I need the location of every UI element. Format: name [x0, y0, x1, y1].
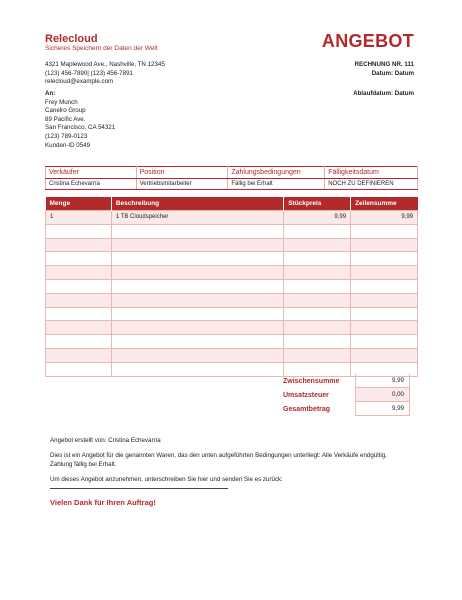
table-row [46, 348, 418, 362]
table-row [46, 321, 418, 335]
description-cell: 1 TB Cloudspeicher [111, 211, 283, 225]
unit-price-cell [284, 335, 351, 349]
line-total-cell: 9,99 [351, 211, 418, 225]
payment-terms-value: Fällig bei Erhalt [228, 179, 325, 190]
line-total-cell [351, 224, 418, 238]
description-cell [111, 348, 283, 362]
document-title: ANGEBOT [321, 31, 414, 51]
recipient-street: 89 Pacific Ave. [45, 115, 86, 123]
unit-price-cell [284, 266, 351, 280]
company-name: Relecloud [45, 33, 98, 45]
line-total-cell [351, 307, 418, 321]
unit-price-cell [284, 238, 351, 252]
terms-text: Dies ist ein Angebot für die genannten Waren, das den unten aufgeführten Bedingungen unterliegt: Alle Verkäufe endgültig, Zahlung fällig bei Erhalt. [50, 452, 387, 468]
thank-you-text: Vielen Dank für Ihren Auftrag! [50, 498, 156, 507]
description-cell [111, 321, 283, 335]
subtotal-label: Zwischensumme [283, 377, 340, 385]
email-line: relecloud@example.com [45, 78, 114, 86]
table-row [46, 224, 418, 238]
table-row [46, 279, 418, 293]
subtotal-row [283, 374, 410, 388]
line-total-cell [351, 252, 418, 266]
line-total-cell [351, 293, 418, 307]
total-row [283, 402, 410, 416]
description-cell [111, 307, 283, 321]
accept-text: Um dieses Angebot anzunehmen, unterschreiben Sie hier und senden Sie es zurück: [50, 475, 283, 483]
description-cell [111, 224, 283, 238]
invoice-number: RECHNUNG NR. 111 [354, 61, 414, 68]
table-row [46, 211, 418, 225]
quantity-cell [46, 293, 112, 307]
quantity-cell [46, 238, 112, 252]
table-row [46, 252, 418, 266]
company-tagline: Sicheres Speichern der Daten der Welt [45, 45, 158, 52]
quantity-cell [46, 348, 112, 362]
unit-price-cell [284, 252, 351, 266]
table-row [46, 335, 418, 349]
unit-price-header: Stückpreis [284, 197, 351, 211]
line-items-table [45, 197, 418, 377]
unit-price-cell [284, 348, 351, 362]
quantity-cell [46, 279, 112, 293]
quantity-cell [46, 266, 112, 280]
unit-price-cell: 9,99 [284, 211, 351, 225]
line-total-cell [351, 335, 418, 349]
unit-price-cell [284, 224, 351, 238]
quantity-cell [46, 307, 112, 321]
recipient-block [45, 90, 115, 150]
recipient-label: An: [45, 90, 56, 97]
prepared-by-text: Angebot erstellt von: Cristina Echevarría [50, 437, 161, 444]
position-header: Position [136, 167, 228, 179]
quantity-cell [46, 321, 112, 335]
quantity-cell [46, 362, 112, 376]
table-row [46, 266, 418, 280]
table-row [46, 293, 418, 307]
recipient-phone: (123) 789-0123 [45, 132, 88, 140]
description-cell [111, 335, 283, 349]
quantity-cell: 1 [46, 211, 112, 225]
invoice-info [355, 61, 414, 78]
description-cell [111, 266, 283, 280]
total-label: Gesamtbetrag [283, 405, 331, 413]
company-address [45, 61, 165, 87]
quantity-cell [46, 252, 112, 266]
table-row [46, 307, 418, 321]
notes-block [50, 437, 410, 491]
subtotal-value: 9,99 [355, 374, 410, 388]
recipient-company: Canelro Group [45, 107, 86, 115]
quantity-header: Menge [46, 197, 112, 211]
tax-row [283, 388, 410, 402]
phone-line: (123) 456-7890| (123) 456-7891 [45, 69, 133, 77]
line-total-cell [351, 348, 418, 362]
position-value: Vertriebsmitarbeiter [136, 179, 228, 190]
total-value: 9,99 [355, 402, 410, 416]
description-cell [111, 362, 283, 376]
tax-value: 0,00 [355, 388, 410, 402]
line-total-cell [351, 321, 418, 335]
unit-price-cell [284, 293, 351, 307]
quantity-cell [46, 224, 112, 238]
line-total-cell [351, 266, 418, 280]
description-cell [111, 252, 283, 266]
line-total-header: Zeilensumme [351, 197, 418, 211]
recipient-city: San Francisco, CA 54321 [45, 124, 116, 132]
seller-header: Verkäufer [46, 167, 137, 179]
recipient-name: Frey Munch [45, 98, 78, 106]
payment-terms-header: Zahlungsbedingungen [228, 167, 325, 179]
due-date-header: Fälligkeitsdatum [325, 167, 418, 179]
line-total-cell [351, 238, 418, 252]
totals-block [283, 374, 410, 416]
invoice-date: Datum: Datum [371, 69, 414, 77]
description-header: Beschreibung [111, 197, 283, 211]
due-date-value: NOCH ZU DEFINIEREN [325, 179, 418, 190]
table-row [46, 238, 418, 252]
expiry-date: Ablaufdatum: Datum [353, 90, 414, 97]
sales-info-table [45, 166, 418, 190]
description-cell [111, 293, 283, 307]
unit-price-cell [284, 307, 351, 321]
recipient-customer-id: Kunden-ID 0549 [45, 141, 91, 149]
quantity-cell [46, 335, 112, 349]
unit-price-cell [284, 279, 351, 293]
description-cell [111, 238, 283, 252]
unit-price-cell [284, 321, 351, 335]
address-line: 4321 Maplewood Ave., Nashville, TN 12345 [45, 61, 165, 68]
tax-label: Umsatzsteuer [283, 391, 329, 399]
signature-line [50, 488, 228, 489]
seller-value: Cristina Echevarría [46, 179, 137, 190]
line-total-cell [351, 279, 418, 293]
description-cell [111, 279, 283, 293]
